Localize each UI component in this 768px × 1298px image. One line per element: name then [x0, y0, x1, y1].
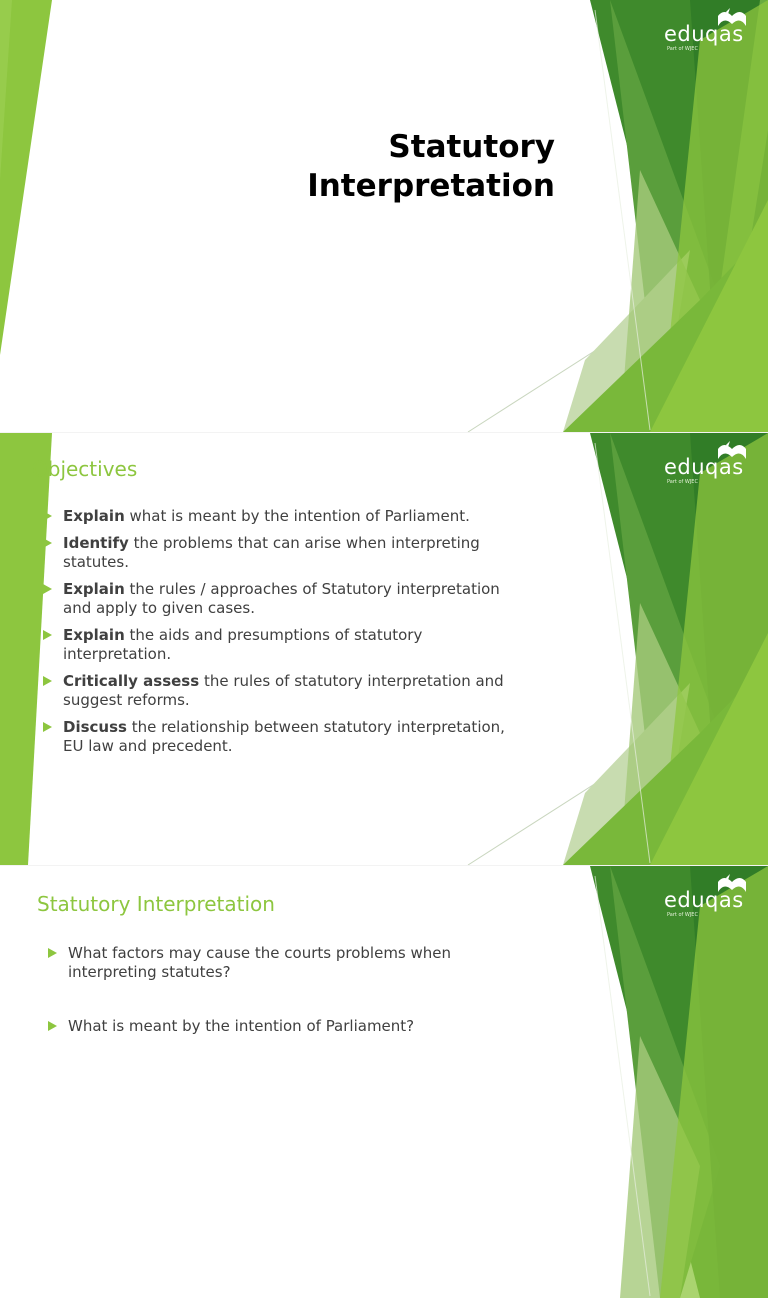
bullet-text: What is meant by the intention of Parliament?	[68, 1017, 415, 1035]
bullet-arrow-icon	[43, 630, 52, 640]
logo-subtitle: Part of WJEC	[667, 912, 698, 918]
slide-statutory-interpretation	[0, 866, 768, 1298]
slide-heading: Statutory Interpretation	[37, 892, 275, 916]
list-item	[43, 580, 523, 618]
logo-subtitle: Part of WJEC	[667, 479, 698, 485]
bullet-arrow-icon	[43, 676, 52, 686]
list-item	[43, 672, 523, 710]
logo-subtitle: Part of WJEC	[667, 46, 698, 52]
bullet-bold: Explain	[63, 626, 125, 644]
bullet-text: the problems that can arise when interpreting statutes.	[63, 534, 480, 571]
bullet-arrow-icon	[48, 948, 57, 958]
bullet-arrow-icon	[43, 511, 52, 521]
questions-list	[48, 944, 528, 1071]
eduqas-logo	[664, 441, 754, 489]
bullet-text: the relationship between statutory interpretation, EU law and precedent.	[63, 718, 505, 755]
bullet-text: the aids and presumptions of statutory interpretation.	[63, 626, 423, 663]
logo-word: eduqas	[664, 455, 744, 479]
list-item	[48, 944, 528, 982]
list-item	[43, 718, 523, 756]
slide-objectives	[0, 433, 768, 865]
logo-word: eduqas	[664, 22, 744, 46]
list-item	[43, 507, 523, 526]
green-facet-decoration	[0, 0, 768, 432]
green-facet-decoration	[0, 866, 768, 1298]
title-line-1: Statutory	[388, 129, 555, 165]
bullet-bold: Discuss	[63, 718, 127, 736]
bullet-bold: Critically assess	[63, 672, 200, 690]
bullet-text: the rules / approaches of Statutory interpretation and apply to given cases.	[63, 580, 500, 617]
objectives-list	[43, 507, 523, 764]
logo-word: eduqas	[664, 888, 744, 912]
eduqas-logo	[664, 874, 754, 922]
list-item	[43, 626, 523, 664]
list-item	[43, 534, 523, 572]
slide-heading: Objectives	[32, 457, 138, 481]
bullet-arrow-icon	[43, 722, 52, 732]
slide-title	[0, 0, 768, 432]
bullet-arrow-icon	[43, 538, 52, 548]
bullet-bold: Explain	[63, 580, 125, 598]
bullet-text: the rules of statutory interpretation and suggest reforms.	[63, 672, 504, 709]
title-line-2: Interpretation	[307, 168, 555, 204]
bullet-text: what is meant by the intention of Parliament.	[124, 507, 470, 525]
bullet-arrow-icon	[48, 1021, 57, 1031]
bullet-bold: Explain	[63, 507, 125, 525]
eduqas-logo	[664, 8, 754, 56]
bullet-arrow-icon	[43, 584, 52, 594]
bullet-text: What factors may cause the courts problems when interpreting statutes?	[68, 944, 452, 981]
bullet-bold: Identify	[63, 534, 129, 552]
slide-title-text	[307, 128, 555, 206]
list-item	[48, 1017, 528, 1036]
